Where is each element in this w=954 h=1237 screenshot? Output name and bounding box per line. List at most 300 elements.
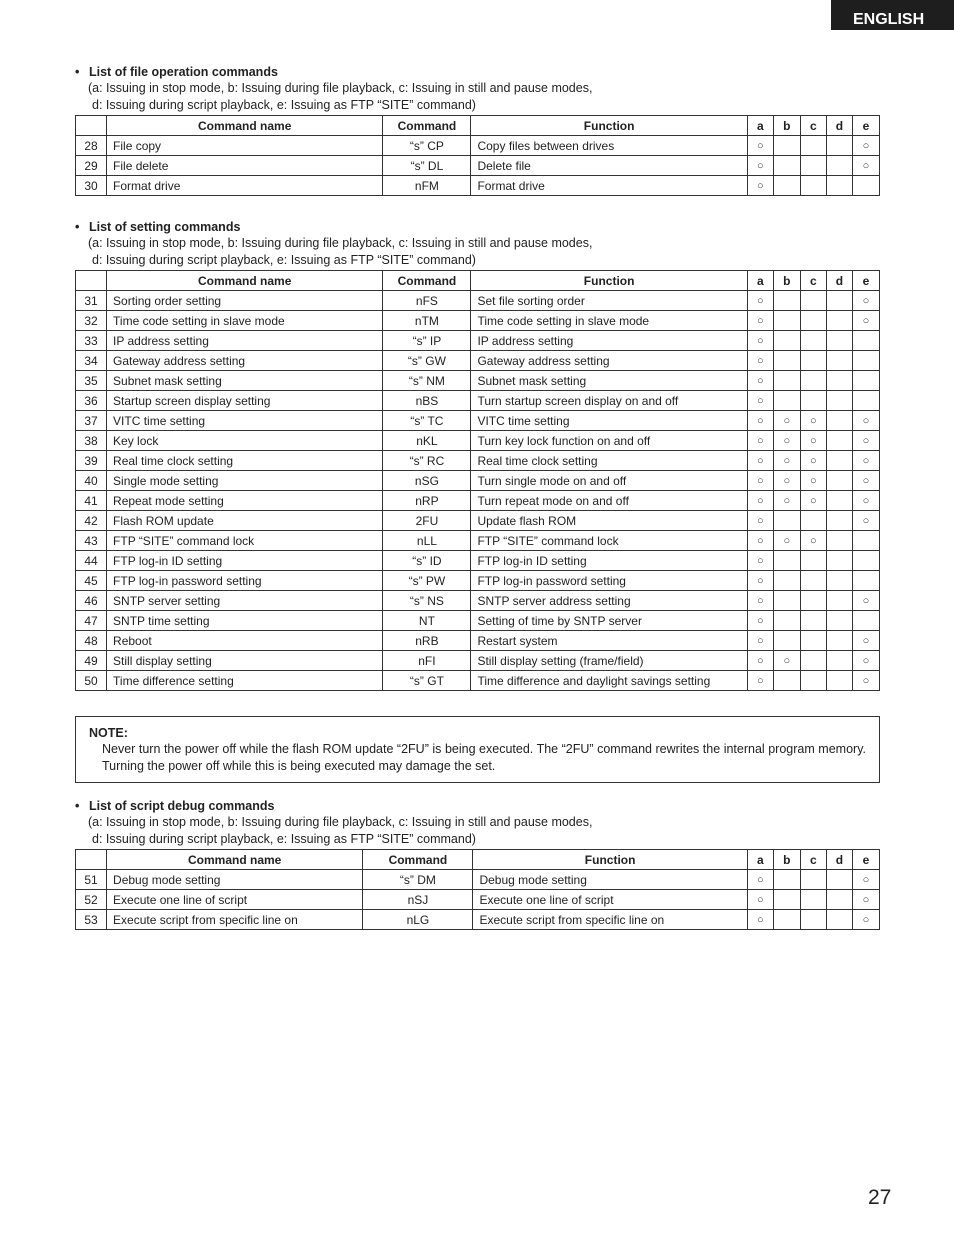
mode-d-mark xyxy=(826,451,852,471)
cell-name: Time difference setting xyxy=(107,671,383,691)
debug-description xyxy=(88,814,880,847)
mode-c-mark xyxy=(800,611,826,631)
mode-c-mark xyxy=(800,910,826,930)
mode-d-mark xyxy=(826,870,852,890)
table-row xyxy=(76,531,880,551)
cell-name: SNTP server setting xyxy=(107,591,383,611)
cell-num: 30 xyxy=(76,176,107,196)
cell-name: FTP log-in password setting xyxy=(107,571,383,591)
cell-function: Setting of time by SNTP server xyxy=(471,611,747,631)
cell-name: Single mode setting xyxy=(107,471,383,491)
mode-b-mark xyxy=(773,631,800,651)
setting-section xyxy=(75,219,880,691)
column-header-name: Command name xyxy=(107,116,383,136)
table-row xyxy=(76,511,880,531)
mode-c-mark xyxy=(800,176,826,196)
mode-d-mark xyxy=(826,391,852,411)
mode-a-mark: ○ xyxy=(747,651,773,671)
cell-command: nBS xyxy=(383,391,471,411)
debug-desc-line1: (a: Issuing in stop mode, b: Issuing during file playback, c: Issuing in still and pause modes, xyxy=(88,815,593,829)
mode-c-mark: ○ xyxy=(800,451,826,471)
mode-c-mark: ○ xyxy=(800,491,826,511)
mode-b-mark xyxy=(773,870,800,890)
cell-name: Key lock xyxy=(107,431,383,451)
table-row xyxy=(76,431,880,451)
cell-function: Subnet mask setting xyxy=(471,371,747,391)
cell-name: Startup screen display setting xyxy=(107,391,383,411)
mode-d-mark xyxy=(826,176,852,196)
cell-command: nRB xyxy=(383,631,471,651)
cell-name: Subnet mask setting xyxy=(107,371,383,391)
cell-command: nRP xyxy=(383,491,471,511)
mode-c-mark xyxy=(800,631,826,651)
cell-name: Time code setting in slave mode xyxy=(107,311,383,331)
mode-c-mark xyxy=(800,511,826,531)
cell-function: FTP log-in password setting xyxy=(471,571,747,591)
mode-e-mark xyxy=(852,371,879,391)
mode-a-mark: ○ xyxy=(747,391,773,411)
cell-name: File delete xyxy=(107,156,383,176)
mode-d-mark xyxy=(826,311,852,331)
mode-a-mark: ○ xyxy=(747,291,773,311)
cell-num: 38 xyxy=(76,431,107,451)
cell-num: 43 xyxy=(76,531,107,551)
table-row xyxy=(76,136,880,156)
mode-d-mark xyxy=(826,411,852,431)
cell-num: 33 xyxy=(76,331,107,351)
cell-function: Debug mode setting xyxy=(473,870,747,890)
cell-command: nFS xyxy=(383,291,471,311)
mode-b-mark xyxy=(773,511,800,531)
cell-num: 34 xyxy=(76,351,107,371)
table-row xyxy=(76,631,880,651)
cell-command: “s” ID xyxy=(383,551,471,571)
mode-b-mark: ○ xyxy=(773,491,800,511)
column-header-e: e xyxy=(852,116,879,136)
mode-e-mark: ○ xyxy=(852,591,879,611)
mode-b-mark xyxy=(773,611,800,631)
mode-e-mark: ○ xyxy=(852,291,879,311)
table-row xyxy=(76,156,880,176)
mode-e-mark: ○ xyxy=(852,631,879,651)
setting-table xyxy=(75,270,880,691)
mode-b-mark xyxy=(773,351,800,371)
cell-command: “s” TC xyxy=(383,411,471,431)
column-header-function: Function xyxy=(471,116,747,136)
cell-function: SNTP server address setting xyxy=(471,591,747,611)
cell-command: “s” RC xyxy=(383,451,471,471)
cell-function: VITC time setting xyxy=(471,411,747,431)
setting-title-text: List of setting commands xyxy=(89,220,241,234)
column-header-name: Command name xyxy=(107,850,363,870)
table-row xyxy=(76,890,880,910)
table-row xyxy=(76,411,880,431)
cell-function: Turn repeat mode on and off xyxy=(471,491,747,511)
mode-b-mark xyxy=(773,331,800,351)
table-row xyxy=(76,491,880,511)
cell-function: FTP “SITE” command lock xyxy=(471,531,747,551)
cell-function: IP address setting xyxy=(471,331,747,351)
mode-e-mark xyxy=(852,611,879,631)
mode-d-mark xyxy=(826,371,852,391)
cell-num: 36 xyxy=(76,391,107,411)
mode-c-mark xyxy=(800,591,826,611)
mode-a-mark: ○ xyxy=(747,311,773,331)
column-header-d: d xyxy=(826,850,852,870)
mode-a-mark: ○ xyxy=(747,870,773,890)
column-header-a: a xyxy=(747,271,773,291)
mode-a-mark: ○ xyxy=(747,331,773,351)
column-header-d: d xyxy=(826,271,852,291)
mode-a-mark: ○ xyxy=(747,551,773,571)
cell-name: Repeat mode setting xyxy=(107,491,383,511)
mode-d-mark xyxy=(826,511,852,531)
page-number: 27 xyxy=(868,1186,892,1209)
cell-num: 29 xyxy=(76,156,107,176)
mode-e-mark: ○ xyxy=(852,411,879,431)
file-ops-description xyxy=(88,80,880,113)
mode-d-mark xyxy=(826,890,852,910)
table-row xyxy=(76,870,880,890)
mode-e-mark: ○ xyxy=(852,651,879,671)
cell-command: “s” PW xyxy=(383,571,471,591)
mode-d-mark xyxy=(826,631,852,651)
table-row xyxy=(76,910,880,930)
mode-b-mark: ○ xyxy=(773,471,800,491)
table-row xyxy=(76,671,880,691)
debug-title: • List of script debug commands xyxy=(75,799,275,813)
mode-b-mark: ○ xyxy=(773,431,800,451)
mode-e-mark: ○ xyxy=(852,890,879,910)
cell-function: Execute one line of script xyxy=(473,890,747,910)
cell-num: 28 xyxy=(76,136,107,156)
cell-num: 53 xyxy=(76,910,107,930)
table-row xyxy=(76,451,880,471)
cell-num: 44 xyxy=(76,551,107,571)
file-ops-desc-line2: d: Issuing during script playback, e: Issuing as FTP “SITE” command) xyxy=(92,97,476,112)
mode-c-mark xyxy=(800,291,826,311)
table-row xyxy=(76,571,880,591)
cell-name: FTP “SITE” command lock xyxy=(107,531,383,551)
column-header-b: b xyxy=(773,116,800,136)
cell-name: Execute one line of script xyxy=(107,890,363,910)
table-header-row xyxy=(76,116,880,136)
setting-desc-line1: (a: Issuing in stop mode, b: Issuing during file playback, c: Issuing in still and pause modes, xyxy=(88,236,593,250)
cell-num: 50 xyxy=(76,671,107,691)
mode-a-mark: ○ xyxy=(747,631,773,651)
mode-a-mark: ○ xyxy=(747,571,773,591)
mode-c-mark xyxy=(800,371,826,391)
setting-description xyxy=(88,235,880,268)
cell-function: Copy files between drives xyxy=(471,136,747,156)
column-header-d: d xyxy=(826,116,852,136)
cell-command: “s” DL xyxy=(383,156,471,176)
mode-d-mark xyxy=(826,156,852,176)
mode-d-mark xyxy=(826,471,852,491)
cell-name: Still display setting xyxy=(107,651,383,671)
cell-function: FTP log-in ID setting xyxy=(471,551,747,571)
mode-a-mark: ○ xyxy=(747,471,773,491)
mode-e-mark: ○ xyxy=(852,136,879,156)
mode-c-mark xyxy=(800,890,826,910)
cell-command: nLG xyxy=(363,910,473,930)
mode-b-mark xyxy=(773,571,800,591)
mode-e-mark: ○ xyxy=(852,431,879,451)
cell-num: 51 xyxy=(76,870,107,890)
column-header-function: Function xyxy=(473,850,747,870)
mode-b-mark xyxy=(773,910,800,930)
table-row xyxy=(76,311,880,331)
column-header-c: c xyxy=(800,271,826,291)
mode-e-mark: ○ xyxy=(852,491,879,511)
mode-b-mark: ○ xyxy=(773,531,800,551)
column-header-a: a xyxy=(747,850,773,870)
mode-e-mark: ○ xyxy=(852,511,879,531)
debug-title-text: List of script debug commands xyxy=(89,799,275,813)
cell-function: Time code setting in slave mode xyxy=(471,311,747,331)
column-header-c: c xyxy=(800,116,826,136)
cell-command: NT xyxy=(383,611,471,631)
cell-name: VITC time setting xyxy=(107,411,383,431)
mode-b-mark xyxy=(773,391,800,411)
cell-num: 35 xyxy=(76,371,107,391)
cell-name: Execute script from specific line on xyxy=(107,910,363,930)
mode-c-mark xyxy=(800,551,826,571)
table-row xyxy=(76,471,880,491)
file-ops-title-text: List of file operation commands xyxy=(89,65,278,79)
mode-c-mark xyxy=(800,136,826,156)
mode-e-mark: ○ xyxy=(852,451,879,471)
mode-d-mark xyxy=(826,571,852,591)
cell-name: Real time clock setting xyxy=(107,451,383,471)
table-row xyxy=(76,371,880,391)
cell-num: 48 xyxy=(76,631,107,651)
mode-a-mark: ○ xyxy=(747,136,773,156)
mode-b-mark xyxy=(773,671,800,691)
mode-d-mark xyxy=(826,136,852,156)
cell-function: Delete file xyxy=(471,156,747,176)
mode-a-mark: ○ xyxy=(747,491,773,511)
file-ops-table xyxy=(75,115,880,196)
mode-c-mark xyxy=(800,331,826,351)
mode-c-mark xyxy=(800,651,826,671)
mode-c-mark xyxy=(800,391,826,411)
cell-function: Turn key lock function on and off xyxy=(471,431,747,451)
cell-command: “s” NM xyxy=(383,371,471,391)
mode-e-mark: ○ xyxy=(852,870,879,890)
column-header-c: c xyxy=(800,850,826,870)
note-body: Never turn the power off while the flash ROM update “2FU” is being executed. The “2FU” command rewrites the internal program memory. Turning the power off while this is being executed may damage the set. xyxy=(102,742,866,773)
mode-b-mark: ○ xyxy=(773,451,800,471)
mode-a-mark: ○ xyxy=(747,890,773,910)
table-header-row xyxy=(76,271,880,291)
mode-d-mark xyxy=(826,431,852,451)
column-header-command: Command xyxy=(383,271,471,291)
cell-function: Format drive xyxy=(471,176,747,196)
cell-name: FTP log-in ID setting xyxy=(107,551,383,571)
mode-d-mark xyxy=(826,651,852,671)
column-header-e: e xyxy=(852,271,879,291)
mode-c-mark xyxy=(800,870,826,890)
mode-a-mark: ○ xyxy=(747,531,773,551)
cell-num: 47 xyxy=(76,611,107,631)
mode-e-mark xyxy=(852,551,879,571)
column-header-b: b xyxy=(773,850,800,870)
mode-e-mark xyxy=(852,531,879,551)
mode-c-mark xyxy=(800,571,826,591)
mode-a-mark: ○ xyxy=(747,176,773,196)
cell-command: nSG xyxy=(383,471,471,491)
cell-command: nKL xyxy=(383,431,471,451)
mode-b-mark: ○ xyxy=(773,411,800,431)
table-row xyxy=(76,551,880,571)
mode-d-mark xyxy=(826,611,852,631)
mode-e-mark: ○ xyxy=(852,311,879,331)
cell-name: SNTP time setting xyxy=(107,611,383,631)
cell-command: “s” DM xyxy=(363,870,473,890)
mode-c-mark xyxy=(800,351,826,371)
mode-a-mark: ○ xyxy=(747,511,773,531)
file-ops-title: • List of file operation commands xyxy=(75,65,278,79)
setting-desc-line2: d: Issuing during script playback, e: Issuing as FTP “SITE” command) xyxy=(92,252,476,267)
mode-e-mark xyxy=(852,571,879,591)
column-header-command: Command xyxy=(363,850,473,870)
mode-e-mark: ○ xyxy=(852,671,879,691)
column-header-function: Function xyxy=(471,271,747,291)
mode-c-mark: ○ xyxy=(800,431,826,451)
mode-c-mark xyxy=(800,311,826,331)
table-header-row xyxy=(76,850,880,870)
mode-e-mark xyxy=(852,351,879,371)
cell-num: 41 xyxy=(76,491,107,511)
mode-c-mark: ○ xyxy=(800,411,826,431)
mode-d-mark xyxy=(826,351,852,371)
mode-a-mark: ○ xyxy=(747,156,773,176)
cell-name: Format drive xyxy=(107,176,383,196)
mode-c-mark xyxy=(800,156,826,176)
mode-d-mark xyxy=(826,531,852,551)
table-row xyxy=(76,291,880,311)
column-header-a: a xyxy=(747,116,773,136)
mode-b-mark xyxy=(773,311,800,331)
mode-a-mark: ○ xyxy=(747,910,773,930)
cell-command: nLL xyxy=(383,531,471,551)
mode-a-mark: ○ xyxy=(747,431,773,451)
mode-a-mark: ○ xyxy=(747,611,773,631)
mode-d-mark xyxy=(826,910,852,930)
table-row xyxy=(76,651,880,671)
mode-a-mark: ○ xyxy=(747,411,773,431)
file-ops-desc-line1: (a: Issuing in stop mode, b: Issuing during file playback, c: Issuing in still and pause modes, xyxy=(88,81,593,95)
cell-function: Time difference and daylight savings setting xyxy=(471,671,747,691)
mode-d-mark xyxy=(826,331,852,351)
cell-function: Set file sorting order xyxy=(471,291,747,311)
mode-b-mark xyxy=(773,890,800,910)
table-row xyxy=(76,611,880,631)
mode-e-mark: ○ xyxy=(852,156,879,176)
cell-name: Flash ROM update xyxy=(107,511,383,531)
language-tab: ENGLISH xyxy=(831,0,954,30)
cell-name: Reboot xyxy=(107,631,383,651)
mode-b-mark: ○ xyxy=(773,651,800,671)
cell-function: Real time clock setting xyxy=(471,451,747,471)
cell-name: Gateway address setting xyxy=(107,351,383,371)
cell-num: 40 xyxy=(76,471,107,491)
table-row xyxy=(76,331,880,351)
cell-function: Turn single mode on and off xyxy=(471,471,747,491)
cell-function: Execute script from specific line on xyxy=(473,910,747,930)
column-header-command: Command xyxy=(383,116,471,136)
mode-b-mark xyxy=(773,136,800,156)
cell-command: nFM xyxy=(383,176,471,196)
table-row xyxy=(76,591,880,611)
cell-command: “s” IP xyxy=(383,331,471,351)
mode-c-mark xyxy=(800,671,826,691)
file-ops-section xyxy=(75,64,880,196)
mode-a-mark: ○ xyxy=(747,591,773,611)
cell-num: 32 xyxy=(76,311,107,331)
debug-section xyxy=(75,798,880,930)
mode-e-mark xyxy=(852,331,879,351)
mode-b-mark xyxy=(773,156,800,176)
cell-num: 45 xyxy=(76,571,107,591)
mode-c-mark: ○ xyxy=(800,471,826,491)
cell-command: 2FU xyxy=(383,511,471,531)
cell-function: Update flash ROM xyxy=(471,511,747,531)
mode-a-mark: ○ xyxy=(747,671,773,691)
cell-num: 46 xyxy=(76,591,107,611)
note-box xyxy=(75,716,880,783)
cell-name: Debug mode setting xyxy=(107,870,363,890)
mode-b-mark xyxy=(773,291,800,311)
column-header-name: Command name xyxy=(107,271,383,291)
cell-num: 49 xyxy=(76,651,107,671)
mode-d-mark xyxy=(826,591,852,611)
cell-name: File copy xyxy=(107,136,383,156)
cell-name: Sorting order setting xyxy=(107,291,383,311)
mode-a-mark: ○ xyxy=(747,451,773,471)
column-header-num xyxy=(76,271,107,291)
cell-command: nSJ xyxy=(363,890,473,910)
column-header-num xyxy=(76,116,107,136)
debug-desc-line2: d: Issuing during script playback, e: Issuing as FTP “SITE” command) xyxy=(92,831,476,846)
cell-function: Gateway address setting xyxy=(471,351,747,371)
cell-function: Restart system xyxy=(471,631,747,651)
debug-table xyxy=(75,849,880,930)
cell-command: “s” NS xyxy=(383,591,471,611)
mode-e-mark xyxy=(852,391,879,411)
mode-d-mark xyxy=(826,671,852,691)
cell-num: 31 xyxy=(76,291,107,311)
column-header-b: b xyxy=(773,271,800,291)
mode-a-mark: ○ xyxy=(747,371,773,391)
cell-function: Still display setting (frame/field) xyxy=(471,651,747,671)
cell-command: “s” GW xyxy=(383,351,471,371)
table-row xyxy=(76,351,880,371)
cell-command: “s” GT xyxy=(383,671,471,691)
mode-b-mark xyxy=(773,591,800,611)
mode-e-mark: ○ xyxy=(852,471,879,491)
mode-e-mark: ○ xyxy=(852,910,879,930)
note-title: NOTE: xyxy=(89,726,128,740)
cell-command: “s” CP xyxy=(383,136,471,156)
table-row xyxy=(76,391,880,411)
column-header-e: e xyxy=(852,850,879,870)
mode-b-mark xyxy=(773,551,800,571)
cell-command: nFI xyxy=(383,651,471,671)
cell-num: 37 xyxy=(76,411,107,431)
mode-b-mark xyxy=(773,371,800,391)
